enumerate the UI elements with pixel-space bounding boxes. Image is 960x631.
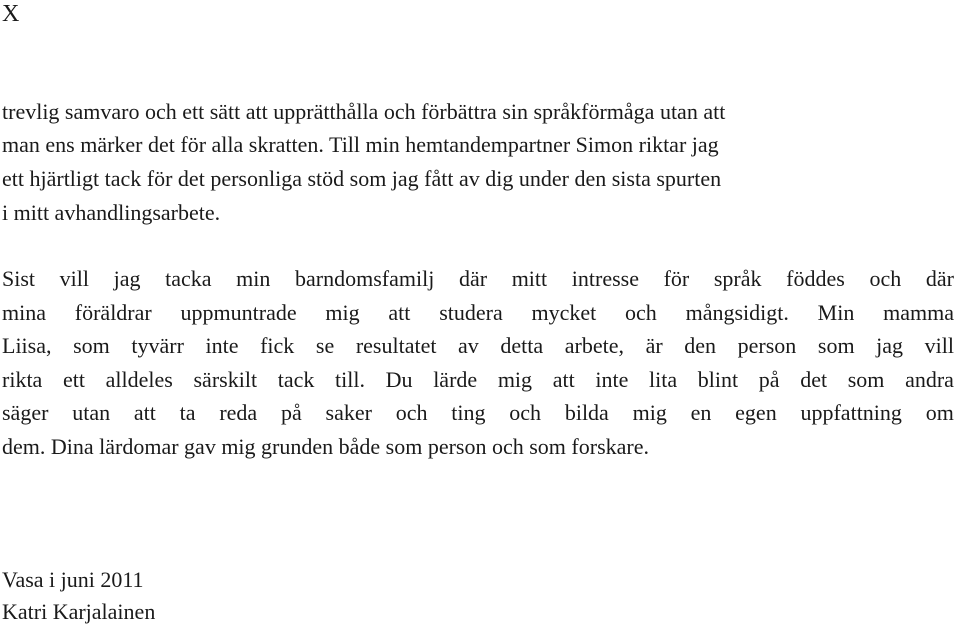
paragraph-2-line-3 bbox=[2, 330, 954, 362]
word: mitt bbox=[511, 266, 548, 291]
word: språk bbox=[713, 266, 762, 291]
word: detta bbox=[500, 333, 544, 358]
word: inte bbox=[205, 333, 239, 358]
word: andra bbox=[905, 367, 954, 392]
word: är bbox=[645, 333, 663, 358]
word: uppfattning bbox=[800, 400, 902, 425]
word: Liisa, bbox=[2, 333, 52, 358]
page-number: X bbox=[2, 1, 20, 27]
word: vill bbox=[924, 333, 954, 358]
word: reda bbox=[219, 400, 258, 425]
word: tack bbox=[277, 367, 315, 392]
word: till. bbox=[335, 367, 365, 392]
word: föräldrar bbox=[74, 300, 152, 325]
paragraph-1-line-4: i mitt avhandlingsarbete. bbox=[2, 200, 221, 225]
word: en bbox=[690, 400, 712, 425]
word: där bbox=[925, 266, 954, 291]
word: och bbox=[625, 300, 657, 325]
word: föddes bbox=[786, 266, 845, 291]
word: säger bbox=[2, 400, 49, 425]
word: av bbox=[458, 333, 479, 358]
word: jag bbox=[113, 266, 141, 291]
word: uppmuntrade bbox=[180, 300, 297, 325]
word: fick bbox=[260, 333, 295, 358]
word: lita bbox=[649, 367, 678, 392]
word: mig bbox=[497, 367, 533, 392]
word: resultatet bbox=[355, 333, 437, 358]
word: Sist bbox=[2, 266, 36, 291]
word: vill bbox=[59, 266, 89, 291]
word: att bbox=[552, 367, 575, 392]
paragraph-2-line-6: dem. Dina lärdomar gav mig grunden både som person och som forskare. bbox=[2, 434, 649, 459]
word: på bbox=[758, 367, 780, 392]
word: ting bbox=[451, 400, 486, 425]
paragraph-2-line-4 bbox=[2, 364, 954, 396]
place-date: Vasa i juni 2011 bbox=[2, 567, 144, 592]
word: arbete, bbox=[564, 333, 624, 358]
word: särskilt bbox=[193, 367, 258, 392]
word: intresse bbox=[571, 266, 639, 291]
author-name: Katri Karjalainen bbox=[2, 599, 156, 624]
word: egen bbox=[735, 400, 777, 425]
word: att bbox=[133, 400, 156, 425]
word: tyvärr bbox=[131, 333, 184, 358]
paragraph-2-line-5 bbox=[2, 397, 954, 429]
word: Min bbox=[817, 300, 855, 325]
word: lärde bbox=[433, 367, 478, 392]
word: blint bbox=[697, 367, 739, 392]
word: mig bbox=[632, 400, 667, 425]
word: ett bbox=[62, 367, 85, 392]
word: rikta bbox=[2, 367, 43, 392]
word: utan bbox=[72, 400, 111, 425]
word: se bbox=[315, 333, 335, 358]
paragraph-2-line-1 bbox=[2, 263, 954, 295]
word: ta bbox=[179, 400, 196, 425]
word: studera bbox=[439, 300, 503, 325]
word: mig bbox=[325, 300, 360, 325]
word: som bbox=[847, 367, 885, 392]
word: om bbox=[925, 400, 954, 425]
word: min bbox=[236, 266, 271, 291]
word: jag bbox=[876, 333, 904, 358]
paragraph-1-line-2: man ens märker det för alla skratten. Till min hemtandempartner Simon riktar jag bbox=[2, 132, 719, 157]
word: och bbox=[395, 400, 428, 425]
word: bilda bbox=[564, 400, 609, 425]
word: alldeles bbox=[105, 367, 173, 392]
word: att bbox=[388, 300, 411, 325]
word: det bbox=[800, 367, 828, 392]
word: mycket bbox=[531, 300, 597, 325]
word: där bbox=[458, 266, 488, 291]
word: inte bbox=[595, 367, 629, 392]
word: mina bbox=[2, 300, 46, 325]
word: mamma bbox=[883, 300, 954, 325]
word: tacka bbox=[165, 266, 212, 291]
word: för bbox=[663, 266, 690, 291]
word: barndomsfamilj bbox=[295, 266, 435, 291]
paragraph-1-line-3: ett hjärtligt tack för det personliga stöd som jag fått av dig under den sista spurten bbox=[2, 166, 722, 191]
word: på bbox=[280, 400, 302, 425]
word: som bbox=[73, 333, 110, 358]
paragraph-1-line-1: trevlig samvaro och ett sätt att upprätthålla och förbättra sin språkförmåga utan att bbox=[2, 99, 726, 124]
word: som bbox=[817, 333, 855, 358]
word: och bbox=[869, 266, 902, 291]
word: mångsidigt. bbox=[685, 300, 789, 325]
word: den bbox=[684, 333, 717, 358]
word: och bbox=[509, 400, 542, 425]
word: person bbox=[737, 333, 797, 358]
word: Du bbox=[385, 367, 413, 392]
paragraph-2-line-2 bbox=[2, 297, 954, 329]
word: saker bbox=[325, 400, 372, 425]
